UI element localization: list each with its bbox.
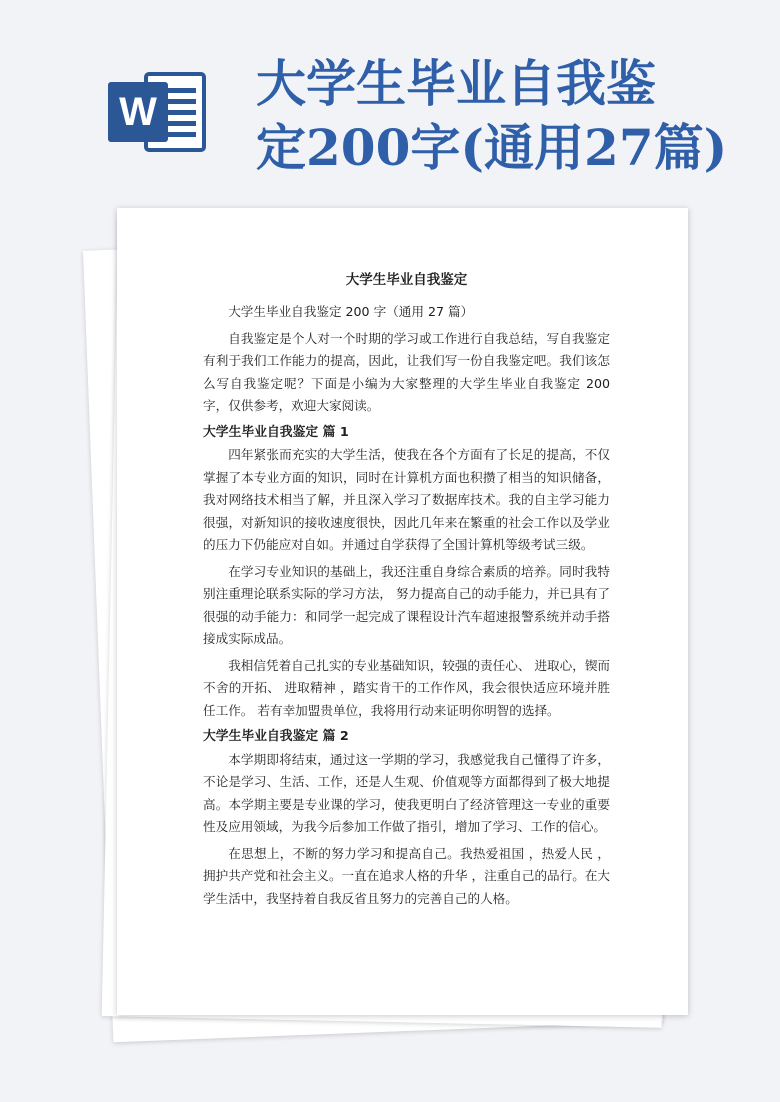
page-title-line-1: 大学生毕业自我鉴 (256, 54, 656, 113)
section-1-paragraph: 四年紧张而充实的大学生活，使我在各个方面有了长足的提高，不仅掌握了本专业方面的知识，同时在计算机方面也积攒了相当的知识储备，我对网络技术相当了解，并且深入学习了数据库技术。我的自主学习能力很强，对新知识的接收速度很快，因此几年来在繁重的社会工作以及学业的压力下仍能应对自如。并通过自学获得了全国计算机等级考试三级。 (203, 447, 610, 552)
page-title (256, 52, 766, 180)
section-2-paragraph: 本学期即将结束，通过这一学期的学习，我感觉我自己懂得了许多，不论是学习、生活、工作，还是人生观、价值观等方面都得到了极大地提高。本学期主要是专业课的学习，使我更明白了经济管理这一专业的重要性及应用领域，为我今后参加工作做了指引，增加了学习、工作的信心。 (203, 751, 610, 834)
page-title-line-2: 定200字(通用27篇) (256, 118, 728, 177)
section-2-heading: 大学生毕业自我鉴定 篇 2 (203, 729, 349, 744)
document-page (117, 208, 688, 1015)
section-2-paragraph: 在思想上，不断的努力学习和提高自己。我热爱祖国 ，热爱人民 ，拥护共产党和社会主义。一直在追求人格的升华 ，注重自己的品行。在大学生活中，我坚持着自我反省且努力的完善自己的人格。 (203, 845, 611, 906)
intro-paragraph: 自我鉴定是个人对一个时期的学习或工作进行自我总结，写自我鉴定有利于我们工作能力的提高，因此，让我们写一份自我鉴定吧。我们该怎么写自我鉴定呢？下面是小编为大家整理的大学生毕业自我鉴定 200 字，仅供参考，欢迎大家阅读。 (203, 330, 610, 413)
section-1-paragraph: 我相信凭着自己扎实的专业基础知识，较强的责任心、 进取心，锲而不舍的开拓、 进取精神 ，踏实肯干的工作作风，我会很快适应环境并胜任工作。 若有幸加盟贵单位，我将用行动来证明你明智的选择。 (203, 657, 611, 718)
document-body (203, 268, 610, 914)
intro-subtitle: 大学生毕业自我鉴定 200 字（通用 27 篇） (228, 304, 474, 319)
section-1-heading: 大学生毕业自我鉴定 篇 1 (203, 424, 349, 440)
word-logo-icon (108, 68, 208, 156)
section-1-paragraph: 在学习专业知识的基础上，我还注重自身综合素质的培养。同时我特别注重理论联系实际的学习方法， 努力提高自己的动手能力，并已具有了很强的动手能力：和同学一起完成了课程设计汽车超速报警系统并动手搭接成实际成品。 (203, 563, 611, 646)
word-logo-letter: W (119, 90, 157, 134)
document-title: 大学生毕业自我鉴定 (345, 272, 468, 288)
